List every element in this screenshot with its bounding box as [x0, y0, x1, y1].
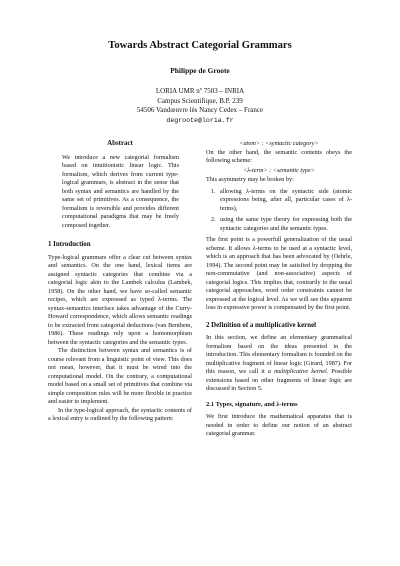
list-item — [206, 216, 352, 233]
section-heading-introduction: 1 Introduction — [48, 241, 91, 248]
list-text: allowing λ-terms on the syntactic side (atomic expressions being, after all, particular cases of λ-terms), — [220, 187, 352, 212]
author-email: degroote@loria.fr — [166, 116, 234, 124]
list-number: 1. — [211, 187, 216, 195]
emphasis-text: a multiplicative kernel — [267, 368, 327, 375]
paper-title: Towards Abstract Categorial Grammars — [108, 40, 292, 51]
body-paragraph — [206, 334, 352, 394]
affiliation-line: LORIA UMR nº 7503 – INRIA — [155, 87, 245, 95]
left-column — [48, 140, 192, 424]
author-name: Philippe de Groote — [170, 66, 230, 75]
section-heading-multiplicative-kernel: 2 Definition of a multiplicative kernel — [206, 321, 317, 329]
body-paragraph: On the other hand, the semantic contents obeys the following scheme: — [206, 148, 352, 164]
pattern-text: <atom> : <syntactic category> — [239, 140, 319, 147]
list-number: 2. — [211, 216, 216, 223]
body-paragraph: This asymmetry may be broken by: — [206, 176, 294, 183]
pattern-text: <λ-term> : <semantic type> — [243, 166, 315, 174]
text-span: . Possible extensions based on other fragments of linear logic are discussed in Section 5. — [206, 368, 352, 392]
right-column — [206, 140, 352, 439]
body-paragraph: We first introduce the mathematical apparatus that is needed in order to define our notion of an abstract categorial grammar. — [206, 413, 352, 437]
semantic-pattern — [206, 167, 352, 176]
list-item — [206, 188, 352, 214]
intro-paragraph: The distinction between syntax and semantics is of course relevant from a linguistic point of view. This does not mean, however, that it must be wired into the computational model. On the contrary, a computational model based on a small set of primitives that combine via simple composition rules will be more flexible in practice and easier to implement. — [48, 347, 192, 405]
list-text: using the same type theory for expressing both the syntactic categories and the semantic types. — [220, 216, 352, 232]
affiliation-block — [0, 87, 400, 125]
affiliation-line: Campus Scientifique, B.P. 239 — [157, 96, 243, 105]
numbered-list — [206, 188, 352, 234]
abstract-heading: Abstract — [107, 140, 133, 147]
intro-paragraph: Type-logical grammars offer a clear cut between syntax and semantics. On the one hand, lexical items are assigned syntactic categories that combine via a categorial logic akin to the Lambek calculus (Lambek, 1958). On the other hand, we have so-called semantic recipes, which are expressed as typed λ-terms. The syntax-semantics interface takes advantage of the Curry-Howard correspondence, which allows semantic readings to be extracted from categorial deductions (van Benthem, 1986). These readings rely upon a homomorphism between the syntactic categories and the semantic types. — [48, 253, 192, 346]
affiliation-line: 54506 Vandœuvre lès Nancy Cedex – France — [136, 106, 264, 115]
body-paragraph: The first point is a powerfull generalization of the usual scheme. It allows λ-terms to be used at a syntactic level, which is an approach that has been advocated by (Oehrle, 1994). The second point may be satisfied by dropping the non-commutative (and non-associative) aspects of categorial logics. This implies that, contrarily to the usual categorial approaches, word order constraints cannot be expressed at the logical level. As we will see this apparent loss in expressive power is compensated by the first point. — [206, 236, 352, 311]
syntactic-pattern — [206, 140, 352, 149]
text-span: In this section, we define an elementary grammatical formalism based on the ideas presented in the introduction. This elementary formalism is founded on the multiplicative fragment of linear logic (Girard, 1987). For this reason, we call it — [206, 334, 352, 375]
abstract-text: We introduce a new categorial formalism based on intuitionistic linear logic. This formalism, which derives from current type-logical grammars, is abstract in the sense that both syntax and semantics are handled by the same set of primitives. As a consequence, the formalism is reversible and provides different computational paradigms that may be freely composed together. — [62, 153, 179, 229]
intro-paragraph: In the type-logical approach, the syntactic contents of a lexical entry is outlined by the following pattern: — [48, 406, 192, 422]
subsection-heading: 2.1 Types, signature, and λ-terms — [206, 400, 298, 408]
